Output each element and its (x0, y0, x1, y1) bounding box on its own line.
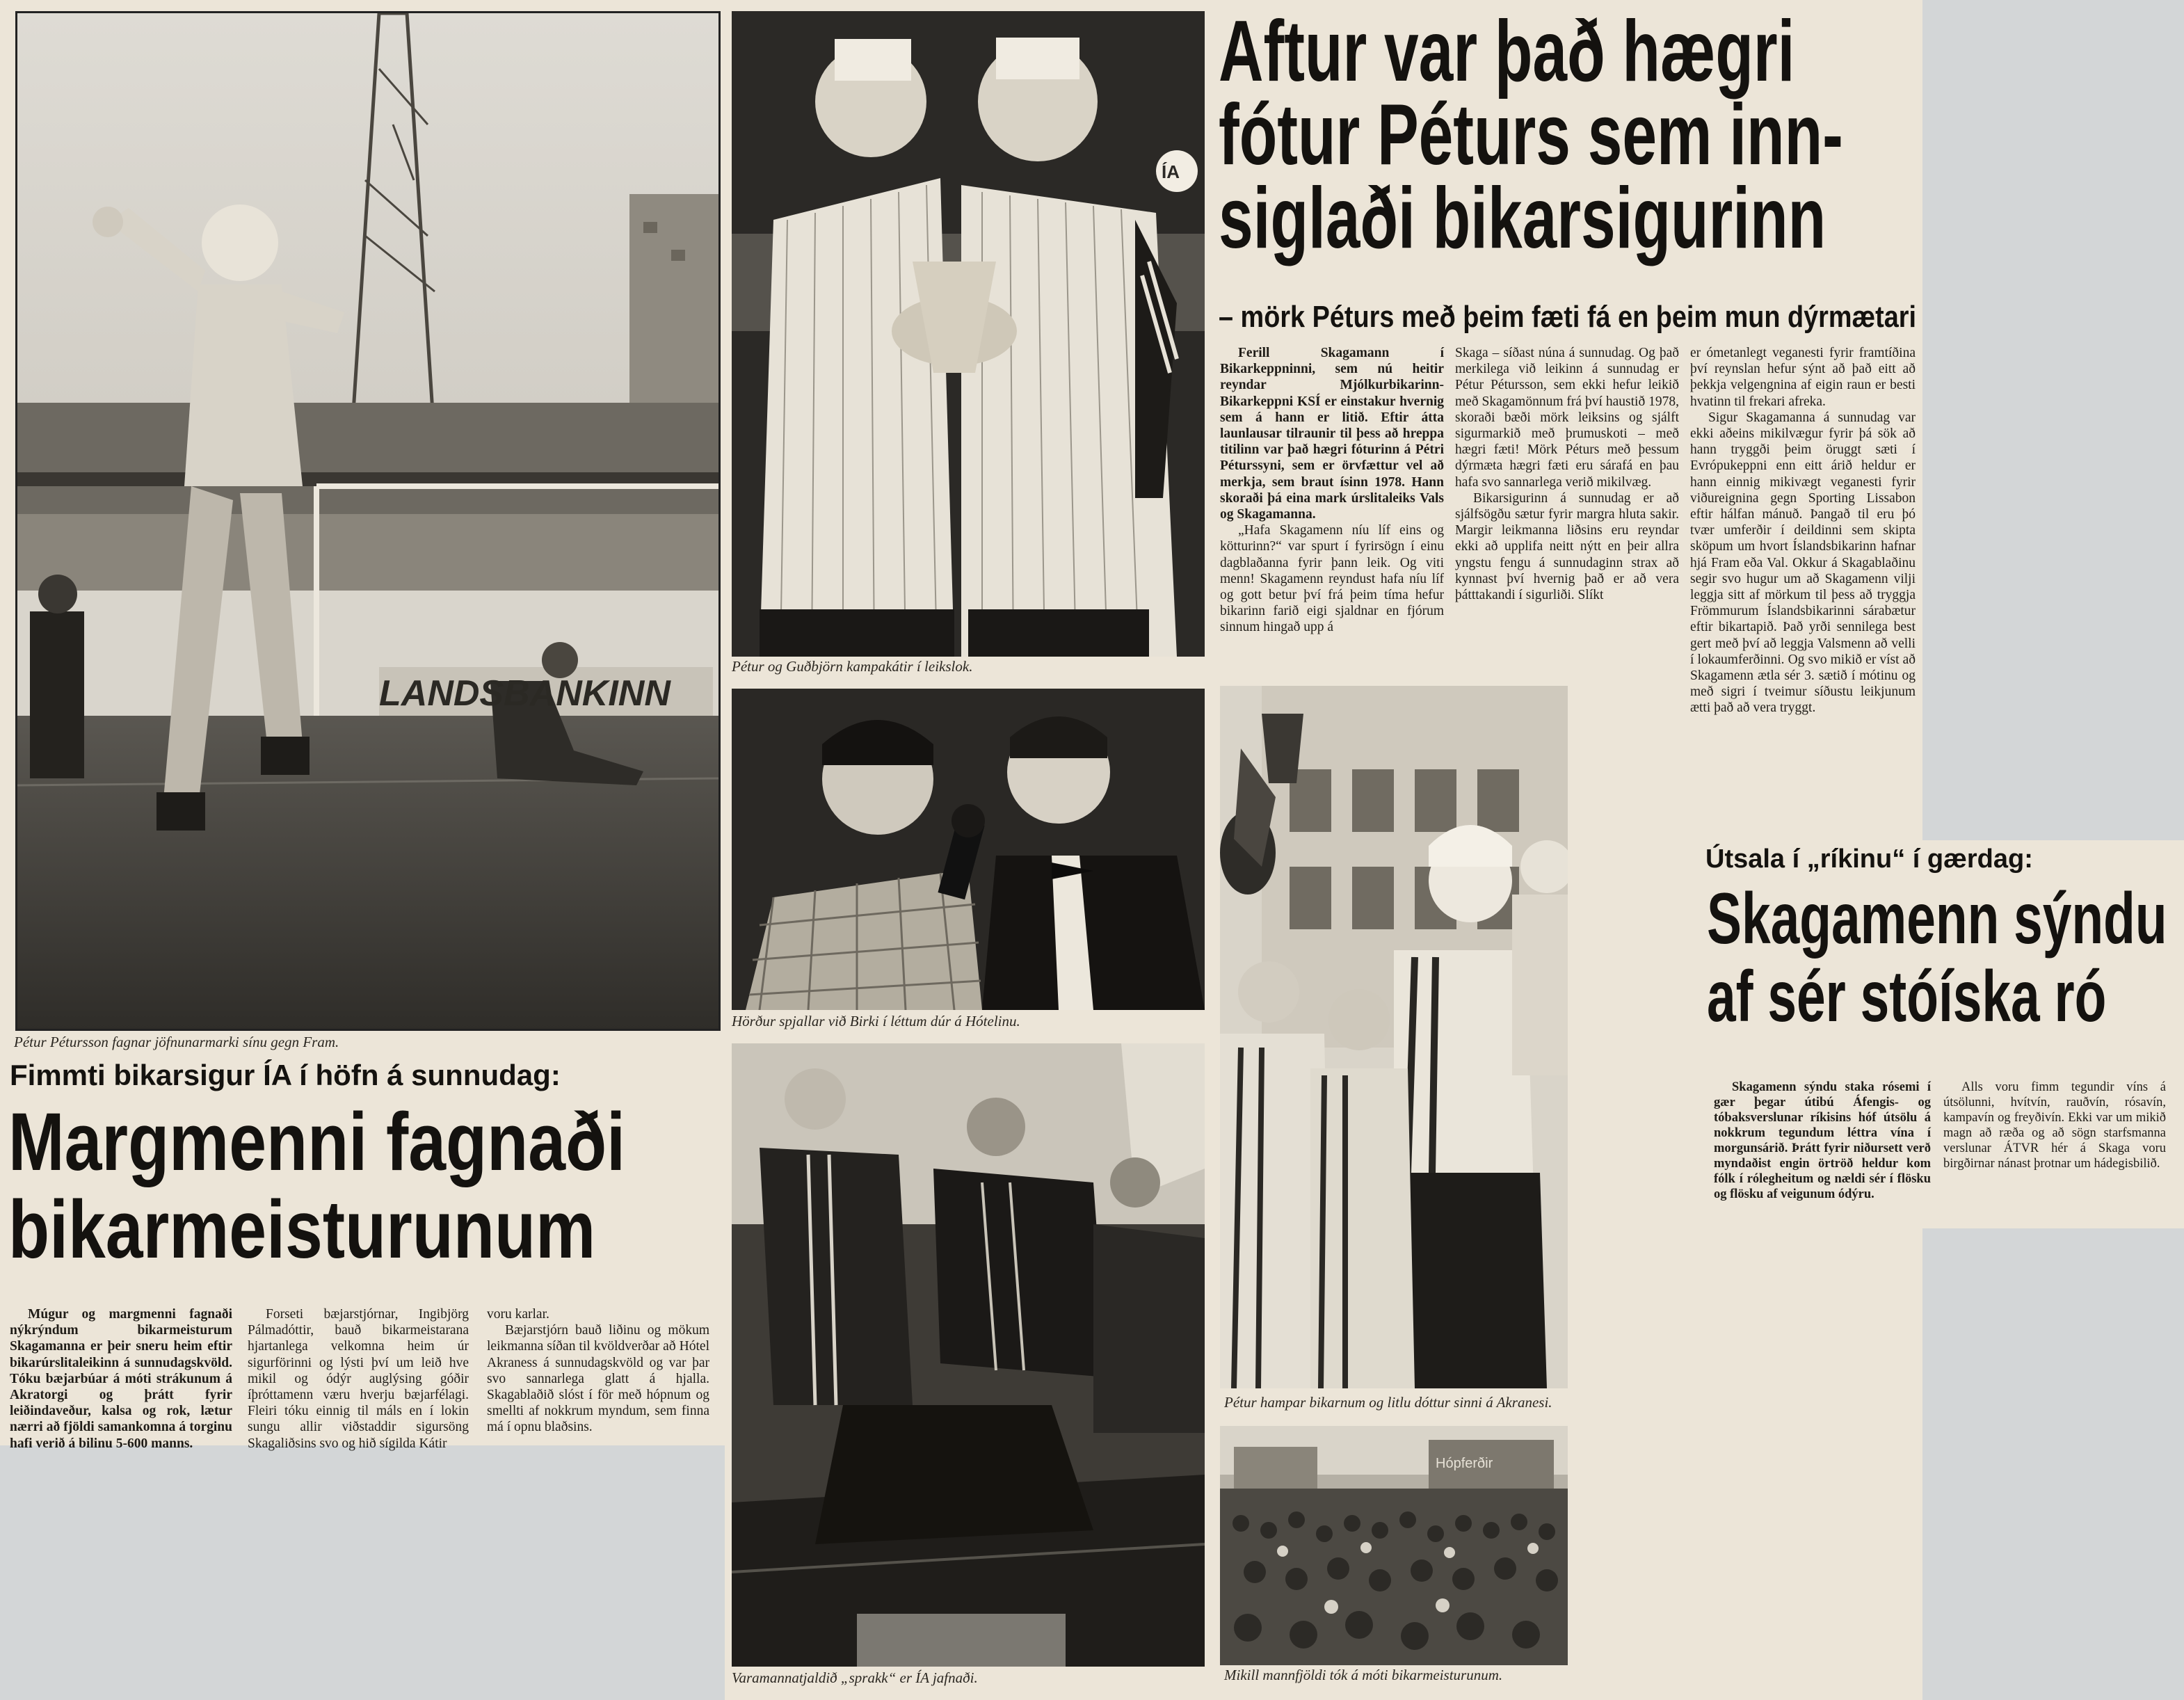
left-article-col2 (248, 1306, 469, 1452)
photo-crowd-square (1220, 1426, 1568, 1665)
main-col3-paragraph1: er ómetanlegt veganesti fyrir framtíðina því reynslan hefur sýnt að það eitt að þekkja velgengnina af eigin raun er besti hvatinn til frekari afreka. (1690, 346, 1916, 409)
side-article-col1 (1714, 1080, 1931, 1202)
main-col3-paragraph2: Sigur Skagamanna á sunnudag var ekki aðeins mikilvægur fyrir þá sök að hann tryggði þeim öruggt sæti í Evrópukeppni enn eitt árið heldur er hann einnig mikivægt veganesti fyrir viðureignina gegn Sporting Lissabon eftir hálfan mánuð. Þangað til eru þó tvær umferðir í deildinni sem skipta sköpum um hvort Íslandsbikarinn hafnar hjá Fram eða Val. Okkur á Skagablaðinu segir svo hugur um að Skagamenn vilji leggja sitt af mörkum til þess að tryggja Frömmurum Íslandsbikarinni sárabætur eftir bikartapið. Það yrði sennilega best gert með því að leggja Valsmenn að velli í lokaumferðinni. Og svo mikið er víst að Skagamenn ætla sér 3. sætið í mótinu og með sigri í tveimur síðustu leikjunum ætti það að vera tryggt. (1690, 410, 1916, 716)
caption-crowd: Mikill mannfjöldi tók á móti bikarmeisturunum. (1224, 1667, 1503, 1683)
side-article-col2 (1943, 1080, 2166, 1171)
left-col2-paragraph: Forseti bæjarstjórnar, Ingibjörg Pálmadóttir, bauð bikarmeistarana hjartanlega velkomna heim úr sigurförinni og lýsti því um leið hve mikil og ódýr auglýsing góðir íþróttamenn væru hverju bæjarfélagi. Fleiri tóku einnig til máls en í lokin sungu allir viðstaddir sigursöng Skagaliðsins svo og hið sígilda Kátir (248, 1307, 469, 1451)
photo-trophy-and-daughter (1220, 686, 1568, 1388)
side-headline-line1: Skagamenn sýndu (1707, 879, 2167, 959)
left-article-col1 (10, 1306, 232, 1452)
main-headline-line2: fótur Péturs sem inn- (1219, 87, 1843, 183)
main-lead-paragraph: Ferill Skagamann í Bikarkeppninni, sem nú heitir reyndar Mjólkurbikarinn-Bikarkeppni KSÍ er einstakur hvernig sem á hann er litið. Eftir átta launlausar tilraunir til þess að hreppa titilinn var það hægri fóturinn á Pétri Péturssyni, sem er örvfættur vel að merkja, sem braut ísinn 1978. Hann skoraði þá eina mark úrslitaleiks Vals og Skagamanna. (1220, 346, 1444, 522)
photo-interview (732, 689, 1205, 1010)
left-headline-line2: bikarmeisturunum (8, 1184, 596, 1276)
photo-trophy-pair (732, 11, 1205, 657)
left-headline-line1: Margmenni fagnaði (8, 1096, 626, 1188)
left-col3-paragraph1: voru karlar. (487, 1307, 549, 1322)
main-article-col1 (1220, 345, 1444, 636)
main-article-col2 (1455, 345, 1679, 603)
caption-celebration: Varamannatjaldið „sprakk“ er ÍA jafnaði. (732, 1669, 978, 1686)
main-col2-paragraph2: Bikarsigurinn á sunnudag er að sjálfsögðu sætur fyrir margra hluta sakir. Margir leikmanna liðsins eru reyndar ekki að upplifa neitt nýtt en þeir allra yngstu fengu á sunnudaginn strax að kynnast því hvernig það er að vera þátttakandi í sigurliði. Slíkt (1455, 490, 1679, 603)
caption-trophy-hold: Pétur hampar bikarnum og litlu dóttur sinni á Akranesi. (1224, 1394, 1552, 1411)
stadium-board-text: LANDSBANKINN (379, 673, 671, 714)
main-headline-line1: Aftur var það hægri (1219, 3, 1795, 99)
left-kicker: Fimmti bikarsigur ÍA í höfn á sunnudag: (10, 1059, 561, 1091)
photo-bench-celebration (732, 1043, 1205, 1667)
main-headline-line3: siglaði bikarsigurinn (1219, 170, 1826, 266)
jersey-badge-text: ÍA (1162, 161, 1180, 182)
side-lead-paragraph: Skagamenn sýndu staka rósemi í gær þegar útibú Áfengis- og tóbaksverslunar ríkisins hóf útsölu á nokkrum tegundum léttra vína í morgunsárið. Þrátt fyrir niðursett verð myndaðist engin örtröð heldur kom fólk í rólegheitum og nældi sér í flösku og flösku af veigunum ódýru. (1714, 1080, 1931, 1201)
bus-sign-text: Hópferðir (1436, 1456, 1493, 1471)
photo-jubilant-player (15, 11, 721, 1031)
left-lead-paragraph: Múgur og margmenni fagnaði nýkrýndum bikarmeisturum Skagamanna er þeir sneru heim eftir bikarúrslitaleikinn á sunnudagskvöld. Tóku bæjarbúar á móti strákunum á Akratorgi og þrátt fyrir leiðindaveður, kalsa og rok, lætur nærri að fjöldi samankomna á torginu hafi verið á bilinu 5-600 manns. (10, 1307, 232, 1451)
left-col3-paragraph2: Bæjarstjórn bauð liðinu og mökum leikmanna síðan til kvöldverðar að Hótel Akraness á sunnudagskvöld og var þar svo sannarlega glatt á hjalla. Skagablaðið slóst í för með hópnum og smellti af nokkrum myndum, sem finna má í opnu blaðsins. (487, 1323, 709, 1435)
side-col2-paragraph: Alls voru fimm tegundir víns á útsölunni, hvítvín, rauðvín, rósavín, kampavín og freyðivín. Ekki var um mikið magn að ræða og að sögn starfsmanna verslunar ÁTVR hér á Skaga voru birgðirnar nánast þrotnar um hádegisbilið. (1943, 1080, 2166, 1171)
main-article-col3 (1690, 345, 1916, 716)
main-col2-paragraph1: Skaga – síðast núna á sunnudag. Og það merkilega við leikinn á sunnudag er Pétur Pétursson, sem ekki hefur leikið með Skagamönnum frá því haustið 1978, skoraði bæði mörk leiksins og sjálft sigurmarkið með þrumuskoti – með hægri fæti! Mörk Péturs með þessum dýrmæta hægri fæti eru sárafá en þau hafa svo sannarlega verið mikilvæg. (1455, 346, 1679, 490)
caption-trophy-pair: Pétur og Guðbjörn kampakátir í leikslok. (732, 658, 973, 675)
side-headline-line2: af sér stóíska ró (1707, 956, 2107, 1037)
caption-left-big: Pétur Pétursson fagnar jöfnunarmarki sínu gegn Fram. (14, 1034, 339, 1050)
main-subheadline: – mörk Péturs með þeim fæti fá en þeim mun dýrmætari (1219, 300, 1917, 334)
caption-interview: Hörður spjallar við Birki í léttum dúr á Hótelinu. (732, 1013, 1020, 1029)
main-col1-paragraph2: „Hafa Skagamenn níu líf eins og kötturinn?“ var spurt í fyrirsögn í einu dagblaðanna fyrir þann leik. Og viti menn! Skagamenn reyndust hafa níu líf og gott betur því frá þeim tíma hefur bikarinn farið eigi sjaldnar en fjórum sinnum hingað upp á (1220, 523, 1444, 635)
side-kicker: Útsala í „ríkinu“ í gærdag: (1705, 844, 2033, 874)
left-article-col3 (487, 1306, 709, 1436)
